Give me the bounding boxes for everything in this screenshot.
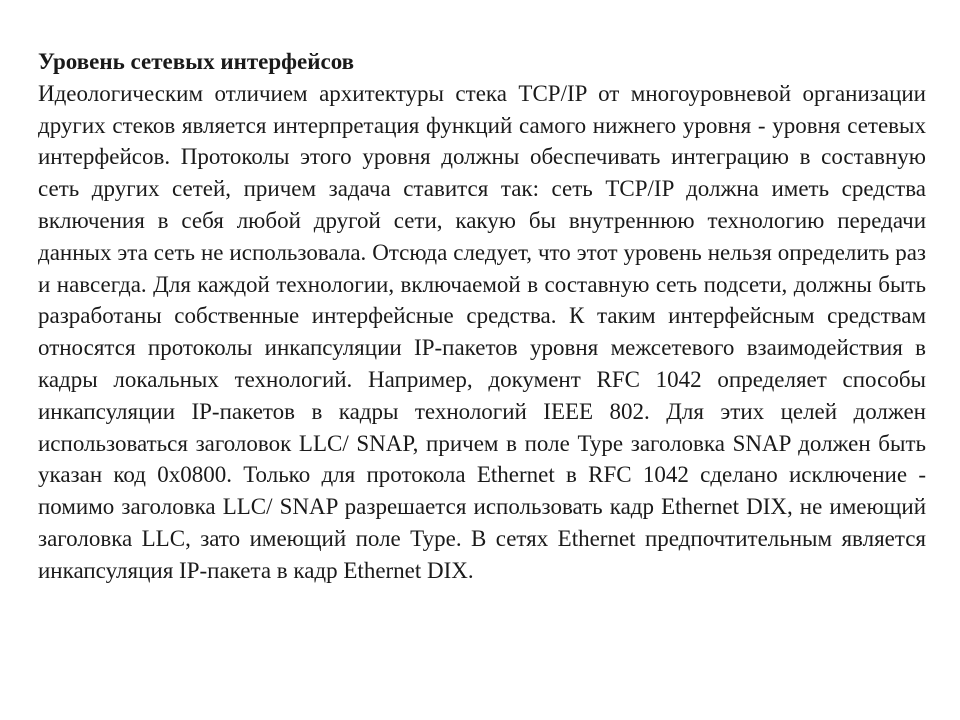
slide-content <box>38 46 926 587</box>
slide-paragraph: Идеологическим отличием архитектуры стека TCP/IP от многоуровневой организации других стеков является интерпретация функций самого нижнего уровня - уровня сетевых интерфейсов. Протоколы этого уровня должны обеспечивать интеграцию в составную сеть других сетей, причем задача ставится так: сеть TCP/IP должна иметь средства включения в себя любой другой сети, какую бы внутреннюю технологию передачи данных эта сеть не использовала. Отсюда следует, что этот уровень нельзя определить раз и навсегда. Для каждой технологии, включаемой в составную сеть подсети, должны быть разработаны собственные интерфейсные средства. К таким интерфейсным средствам относятся протоколы инкапсуляции IP-пакетов уровня межсетевого взаимодействия в кадры локальных технологий. Например, документ RFC 1042 определяет способы инкапсуляции IP-пакетов в кадры технологий IEEE 802. Для этих целей должен использоваться заголовок LLC/ SNAP, причем в поле Type заголовка SNAP должен быть указан код 0x0800. Только для протокола Ethernet в RFC 1042 сделано исключение - помимо заголовка LLC/ SNAP разрешается использовать кадр Ethernet DIX, не имеющий заголовка LLC, зато имеющий поле Type. В сетях Ethernet предпочтительным является инкапсуляция IP-пакета в кадр Ethernet DIX. <box>38 80 926 583</box>
slide-heading: Уровень сетевых интерфейсов <box>38 49 355 74</box>
